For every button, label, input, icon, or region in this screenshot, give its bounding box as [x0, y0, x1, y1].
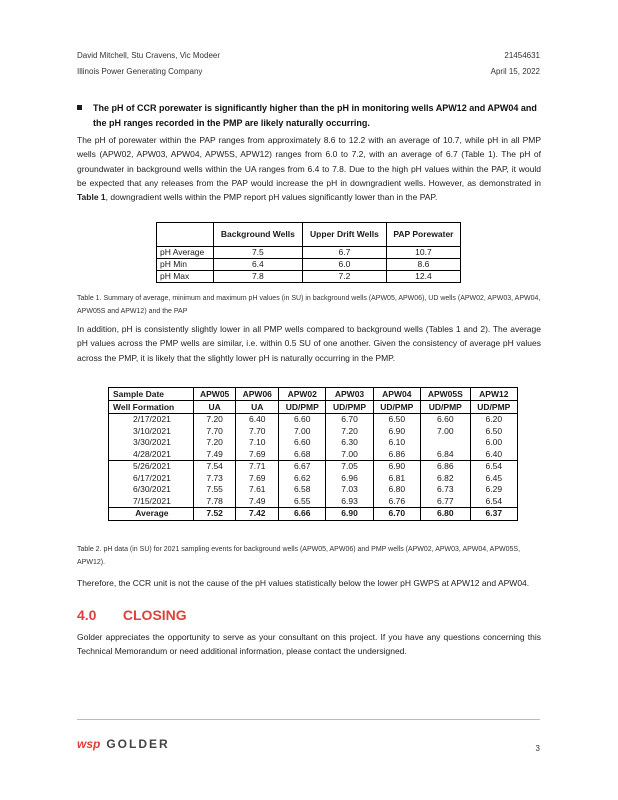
table-2-date-cell: 5/26/2021: [109, 461, 194, 473]
table-2-cell: 6.86: [373, 449, 420, 461]
table-1-cell: 7.8: [213, 271, 302, 283]
table-2-cell: 6.76: [373, 496, 420, 508]
table-2-cell: 6.68: [279, 449, 326, 461]
paragraph-1: [77, 133, 541, 204]
table-2-cell: 7.61: [236, 484, 279, 496]
table-2-cell: 7.03: [326, 484, 373, 496]
table-2-header: Sample Date: [109, 388, 194, 401]
header-row-2: [77, 67, 540, 76]
golder-logo: [77, 737, 170, 751]
table-2-header: APW03: [326, 388, 373, 401]
table-2-average-cell: 6.90: [326, 508, 373, 521]
table-2-cell: 6.73: [420, 484, 470, 496]
table-2-cell: 6.62: [279, 473, 326, 485]
table-2-cell: 6.67: [279, 461, 326, 473]
table-1-header: Upper Drift Wells: [303, 223, 387, 247]
table-2-cell: 6.81: [373, 473, 420, 485]
table-2: [108, 387, 518, 521]
table-1-cell: pH Max: [157, 271, 214, 283]
table-2-cell: 7.70: [193, 426, 236, 438]
table-2-cell: 7.10: [236, 437, 279, 449]
paragraph-2: In addition, pH is consistently slightly lower in all PMP wells compared to background wells (Tables 1 and 2). The average pH values across the PMP wells are similar, i.e. within 0.5 SU of one another. Given the consistency of average pH values across the PMP, it is likely that the slightly lower pH is naturally occurring in the PMP.: [77, 324, 541, 363]
paragraph-1-text: The pH of porewater within the PAP ranges from approximately 8.6 to 12.2 with an average of 10.7, while pH in all PMP wells (APW02, APW03, APW04, APW5S, APW12) ranges from 6.0 to 7.2, with an average of 6.7 (Table 1). The pH of groundwater in background wells within the UA ranges from 6.4 to 7.8. Due to the high pH values within the PAP, it would be expected that any releases from the PAP would increase the pH in downgradient wells. However, as demonstrated in: [77, 135, 541, 188]
table-2-cell: 7.55: [193, 484, 236, 496]
table-2-cell: 6.40: [236, 414, 279, 426]
table-1-cell: pH Average: [157, 247, 214, 259]
table-2-average-row: [109, 508, 518, 521]
table-1-header: [157, 223, 214, 247]
table-1-header: PAP Porewater: [386, 223, 460, 247]
table-1-cell: 7.5: [213, 247, 302, 259]
table-2-caption: Table 2. pH data (in SU) for 2021 sampling events for background wells (APW05, APW06) and PMP wells (APW02, APW03, APW04, APW05S, APW12).: [77, 546, 521, 566]
table-2-cell: 6.50: [373, 414, 420, 426]
table-1-header-row: [157, 223, 461, 247]
table-2-cell: 6.58: [279, 484, 326, 496]
bullet-text: The pH of CCR porewater is significantly higher than the pH in monitoring wells APW12 and APW04 and the pH ranges recorded in the PMP are likely naturally occurring.: [93, 103, 537, 128]
table-2-row: [109, 414, 518, 426]
table-1-cell: 6.0: [303, 259, 387, 271]
table-2-header-row: [109, 388, 518, 401]
table-2-cell: 6.20: [470, 414, 517, 426]
table-1-cell: 10.7: [386, 247, 460, 259]
table-1-cell: 7.2: [303, 271, 387, 283]
table-2-row: [109, 426, 518, 438]
table-2-average-cell: 7.52: [193, 508, 236, 521]
table-2-formation-cell: UA: [193, 401, 236, 414]
table-2-date-cell: 3/10/2021: [109, 426, 194, 438]
table-2-cell: 6.29: [470, 484, 517, 496]
table-2-cell: 6.77: [420, 496, 470, 508]
section-title: CLOSING: [122, 607, 187, 623]
table-1-cell: 6.7: [303, 247, 387, 259]
table-1-row: [157, 271, 461, 283]
table-2-formation-cell: Well Formation: [109, 401, 194, 414]
table-2-header: APW02: [279, 388, 326, 401]
header-row-1: [77, 51, 540, 60]
table-2-date-cell: 6/17/2021: [109, 473, 194, 485]
section-heading: [77, 607, 187, 623]
table-1-row: [157, 259, 461, 271]
table-2-average-cell: 7.42: [236, 508, 279, 521]
table-1-cell: 12.4: [386, 271, 460, 283]
table-1-cell: 8.6: [386, 259, 460, 271]
paragraph-1-end: , downgradient wells within the PMP report pH values significantly lower than in the PAP.: [105, 192, 438, 203]
table-2-cell: 6.96: [326, 473, 373, 485]
table-2-cell: 6.70: [326, 414, 373, 426]
table-2-cell: 6.93: [326, 496, 373, 508]
table-2-cell: 6.90: [373, 461, 420, 473]
table-2-header: APW06: [236, 388, 279, 401]
table-2-cell: 6.84: [420, 449, 470, 461]
table-1-header: Background Wells: [213, 223, 302, 247]
table-2-average-cell: 6.37: [470, 508, 517, 521]
table-2-header: APW04: [373, 388, 420, 401]
table-1-row: [157, 247, 461, 259]
table-2-cell: 6.50: [470, 426, 517, 438]
wsp-logo-mark: wsp: [77, 737, 101, 751]
table-2-cell: 7.70: [236, 426, 279, 438]
table-2-formation-cell: UD/PMP: [373, 401, 420, 414]
table-2-cell: 6.60: [279, 437, 326, 449]
table-2-cell: 6.80: [373, 484, 420, 496]
table-2-date-cell: 2/17/2021: [109, 414, 194, 426]
table-2-cell: 6.54: [470, 461, 517, 473]
table-2-cell: 7.00: [420, 426, 470, 438]
table-2-header: APW12: [470, 388, 517, 401]
table-1: [156, 222, 461, 283]
table-2-formation-cell: UD/PMP: [279, 401, 326, 414]
table-2-cell: 6.55: [279, 496, 326, 508]
table-2-cell: 6.30: [326, 437, 373, 449]
golder-logo-text: GOLDER: [106, 737, 170, 751]
table-2-formation-cell: UD/PMP: [470, 401, 517, 414]
bullet-statement: [77, 101, 541, 130]
table-2-formation-row: [109, 401, 518, 414]
table-2-cell: 6.82: [420, 473, 470, 485]
table-2-row: [109, 461, 518, 473]
table-2-cell: 7.20: [326, 426, 373, 438]
page-number: 3: [535, 744, 540, 753]
header-date: April 15, 2022: [490, 67, 540, 76]
table-2-cell: 7.54: [193, 461, 236, 473]
table-1-caption: Table 1. Summary of average, minimum and maximum pH values (in SU) in background wells (APW05, APW06), UD wells (APW02, APW03, APW04, APW05S and APW12) and the PAP: [77, 295, 541, 315]
table-2-cell: 7.78: [193, 496, 236, 508]
header-company: Illinois Power Generating Company: [77, 67, 203, 76]
table-2-header: APW05: [193, 388, 236, 401]
paragraph-3: Therefore, the CCR unit is not the cause of the pH values statistically below the lower pH GWPS at APW12 and APW04.: [77, 578, 530, 588]
table-2-date-cell: 3/30/2021: [109, 437, 194, 449]
paragraph-4: Golder appreciates the opportunity to serve as your consultant on this project. If you have any questions concerning this Technical Memorandum or need additional information, please contact the undersigned.: [77, 632, 541, 657]
table-2-row: [109, 449, 518, 461]
table-2-cell: 7.00: [326, 449, 373, 461]
table-2-cell: 7.69: [236, 449, 279, 461]
table-2-average-cell: 6.66: [279, 508, 326, 521]
table-1-reference: Table 1: [77, 192, 106, 203]
table-2-date-cell: 4/28/2021: [109, 449, 194, 461]
table-1-cell: pH Min: [157, 259, 214, 271]
table-2-date-cell: 7/15/2021: [109, 496, 194, 508]
table-2-average-label: Average: [109, 508, 194, 521]
table-2-cell: 7.20: [193, 437, 236, 449]
table-1-cell: 6.4: [213, 259, 302, 271]
header-authors: David Mitchell, Stu Cravens, Vic Modeer: [77, 51, 221, 60]
table-2-cell: 7.00: [279, 426, 326, 438]
footer-divider: [77, 719, 540, 720]
table-2-row: [109, 437, 518, 449]
table-2-formation-cell: UD/PMP: [326, 401, 373, 414]
table-2-cell: 6.45: [470, 473, 517, 485]
table-2-cell: [420, 437, 470, 449]
table-2-cell: 7.69: [236, 473, 279, 485]
table-2-cell: 7.20: [193, 414, 236, 426]
table-2-cell: 6.54: [470, 496, 517, 508]
table-2-formation-cell: UD/PMP: [420, 401, 470, 414]
bullet-square-icon: [77, 105, 82, 110]
table-2-cell: 6.60: [420, 414, 470, 426]
table-2-cell: 7.05: [326, 461, 373, 473]
table-2-cell: 6.00: [470, 437, 517, 449]
table-2-cell: 6.86: [420, 461, 470, 473]
section-number: 4.0: [77, 607, 97, 623]
table-2-row: [109, 484, 518, 496]
table-2-header: APW05S: [420, 388, 470, 401]
table-2-cell: 6.10: [373, 437, 420, 449]
table-2-date-cell: 6/30/2021: [109, 484, 194, 496]
table-2-cell: 7.49: [236, 496, 279, 508]
table-2-cell: 6.90: [373, 426, 420, 438]
table-2-cell: 6.60: [279, 414, 326, 426]
table-2-row: [109, 496, 518, 508]
header-doc-number: 21454631: [504, 51, 540, 60]
table-2-cell: 6.40: [470, 449, 517, 461]
table-2-formation-cell: UA: [236, 401, 279, 414]
table-2-average-cell: 6.80: [420, 508, 470, 521]
table-2-cell: 7.49: [193, 449, 236, 461]
table-2-cell: 7.73: [193, 473, 236, 485]
table-2-average-cell: 6.70: [373, 508, 420, 521]
table-2-row: [109, 473, 518, 485]
table-2-cell: 7.71: [236, 461, 279, 473]
